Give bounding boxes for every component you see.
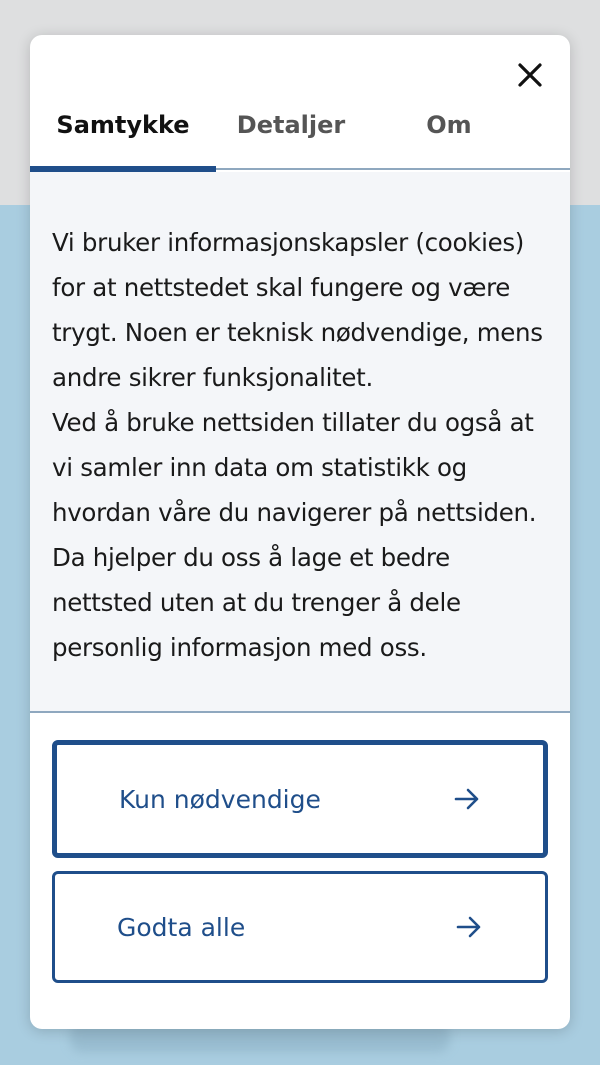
tab-samtykke[interactable] bbox=[30, 90, 216, 170]
tab-label: Om bbox=[426, 111, 472, 139]
accept-all-label: Godta alle bbox=[117, 912, 246, 942]
necessary-only-label: Kun nødvendige bbox=[119, 784, 321, 814]
consent-paragraph-2: Ved å bruke nettsiden tillater du også at vi samler inn data om statistikk og hvordan våre du navigerer på nettsiden. Da hjelper du oss å lage et bedre nettsted uten at du trenger å dele personlig informasjon med oss. bbox=[52, 408, 537, 662]
close-button[interactable] bbox=[514, 59, 546, 91]
cookie-consent-dialog bbox=[30, 35, 570, 1029]
consent-text-panel bbox=[30, 172, 570, 713]
arrow-right-icon bbox=[453, 785, 481, 813]
tab-label: Detaljer bbox=[236, 111, 346, 139]
arrow-right-icon bbox=[455, 913, 483, 941]
tab-label: Samtykke bbox=[56, 111, 190, 139]
tab-om[interactable] bbox=[356, 90, 542, 170]
close-icon bbox=[517, 62, 543, 88]
tab-bar bbox=[30, 90, 570, 170]
consent-paragraph-1: Vi bruker informasjonskapsler (cookies) for at nettstedet skal fungere og være trygt. Noen er teknisk nødvendige, mens andre sikrer funksjonalitet. bbox=[52, 228, 543, 392]
accept-all-button[interactable] bbox=[52, 871, 548, 983]
necessary-only-button[interactable] bbox=[52, 740, 548, 858]
